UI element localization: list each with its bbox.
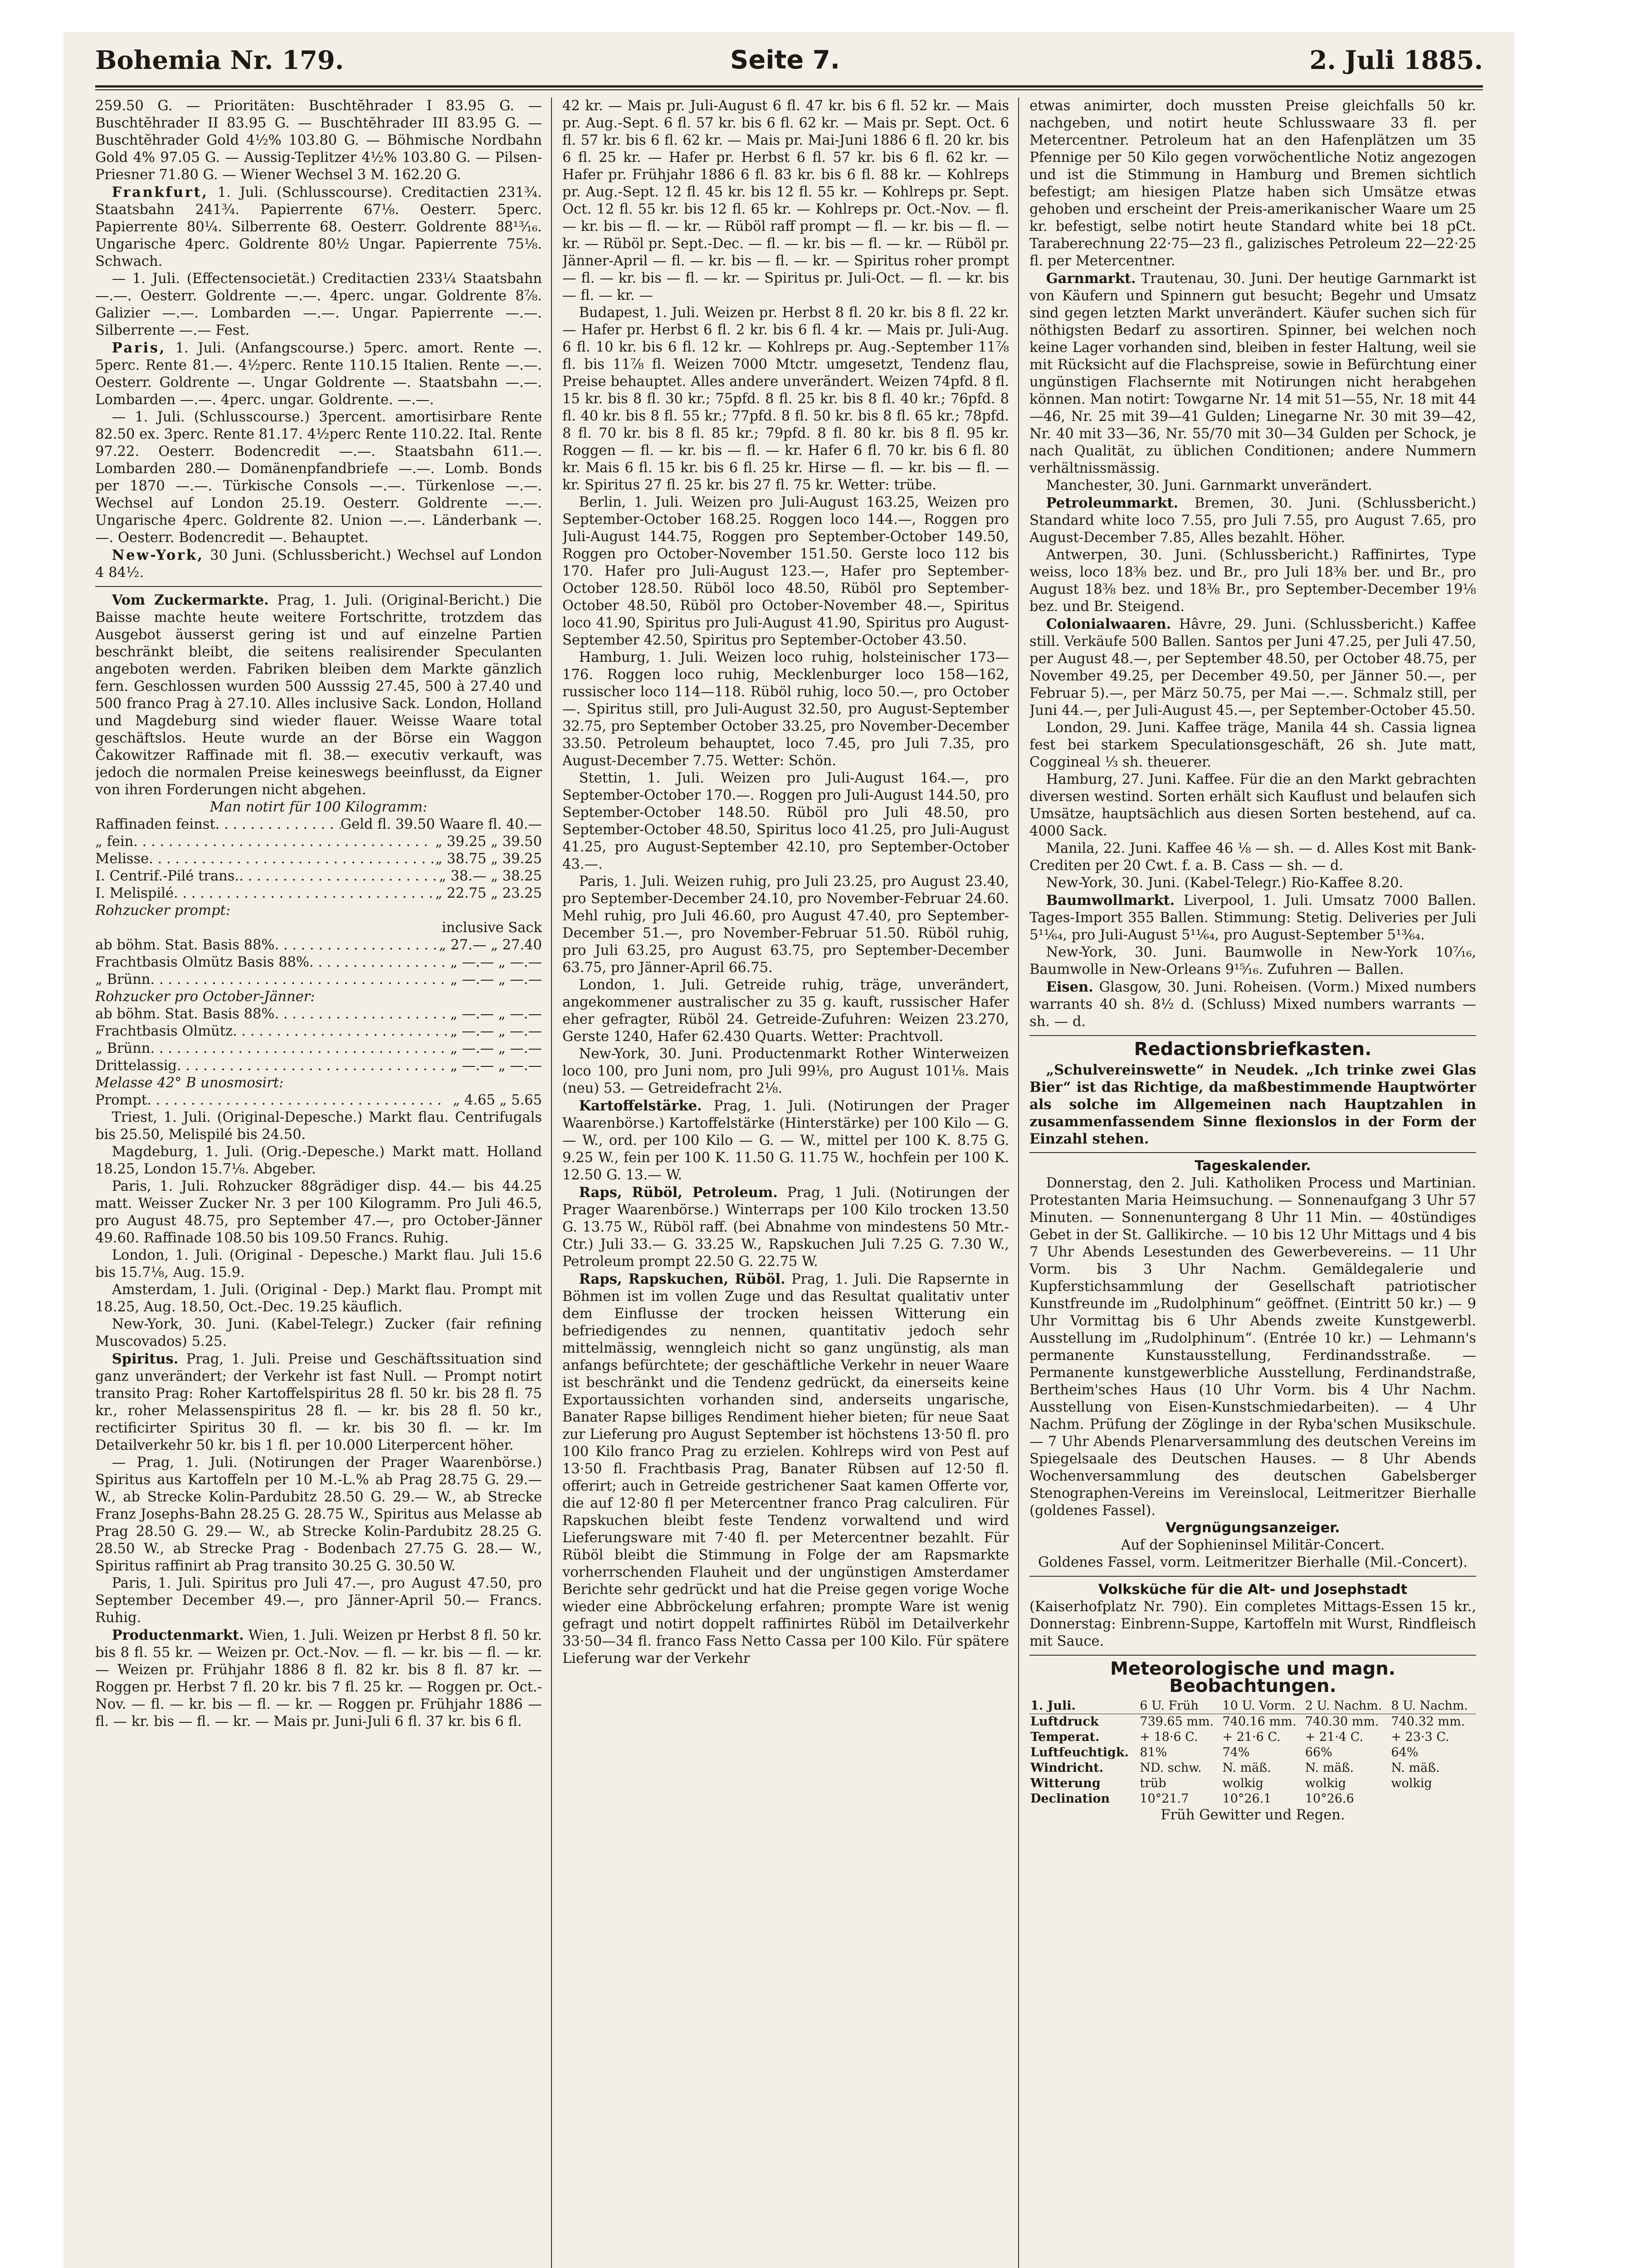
column-3 xyxy=(1029,98,1476,2268)
table-cell: + 21·4 C. xyxy=(1305,1730,1363,1744)
paris-closing: — 1. Juli. (Schlusscourse.) 3percent. amortisirbare Rente 82.50 ex. 3perc. Rente 81.17. 4½perc Rente 110.22. Ital. Rente 97.22. Oesterr. Bodencredit —.—. Staatsbahn 611.—. Lombarden 280.— Domänenpfandbriefe —.—. Lomb. Bonds per 1870 —.—. Türkische Consols —.—. Türkenlose —.—. Wechsel auf London 25.19. Oesterr. Goldrente —.—. Ungarische 4perc. Goldrente 82. Union —.—. Länderbank —.—. Oesterr. Bodencredit —. Behauptet. xyxy=(95,409,542,546)
budapest-report: Budapest, 1. Juli. Weizen pr. Herbst 8 fl. 20 kr. bis 8 fl. 22 kr. — Hafer pr. Herbst 6 fl. 2 kr. bis 6 fl. 4 kr. — Mais pr. Juli-Aug. 6 fl. 10 kr. bis 6 fl. 12 kr. — Kohlreps pr. Aug.-September 11⅞ fl. bis 11⅞ fl. Weizen 7000 Mtctr. umgesetzt, Tendenz flau, Preise behauptet. Alles andere unverändert. Weizen 74pfd. 8 fl. 15 kr. bis 8 fl. 30 kr.; 75pfd. 8 fl. 25 kr. bis 8 fl. 40 kr.; 76pfd. 8 fl. 40 kr. bis 8 fl. 55 kr.; 77pfd. 8 fl. 50 kr. bis 8 fl. 65 kr.; 78pfd. 8 fl. 70 kr. bis 8 fl. 85 kr.; 79pfd. 8 fl. 80 kr. bis 8 fl. 95 kr. Roggen — fl. — kr. bis — fl. — kr. Hafer 6 fl. 70 kr. bis 6 fl. 80 kr. Mais 6 fl. 15 kr. bis 6 fl. 25 kr. Hirse — fl. — kr. bis — fl. — kr. Spiritus 27 fl. 25 kr. bis 27 fl. 75 kr. Wetter: trübe. xyxy=(562,305,1009,493)
table-row: Melisse . . . „ 38.75 „ 39.25 xyxy=(95,850,542,868)
manila-report: Manila, 22. Juni. Kaffee 46 ⅛ — sh. — d. Alles Kost mit Bank-Crediten per 20 Cwt. f. a. B. Cass — sh. — d. xyxy=(1029,841,1476,874)
colonial-report: Colonialwaaren. Hâvre, 29. Juni. (Schlussbericht.) Kaffee still. Verkäufe 500 Ballen. Santos per Juni 47.25, per Juli 47.50, per August 48.—, per September 48.50, per October 48.75, per November 49.25, per December 49.50, per Jänner 50.—, per Februar 5).—, per März 50.75, per Mai —.—. Schmalz still, per Juni 44.—, per Juli-August 45.—, per September-October 45.50. xyxy=(1029,616,1476,719)
sugar-table-title: Man notirt für 100 Kilogramm: xyxy=(210,799,428,815)
table-cell: Declination xyxy=(1030,1792,1110,1806)
section-rule xyxy=(1029,1152,1476,1153)
redaction-title: Redactionsbriefkasten. xyxy=(1134,1039,1372,1060)
magdeburg-report: Magdeburg, 1. Juli. (Orig.-Depesche.) Markt matt. Holland 18.25, London 15.7⅛. Abgeber. xyxy=(95,1144,542,1177)
column-2 xyxy=(562,98,1009,2268)
table-cell xyxy=(1390,1791,1476,1807)
table-row: „ Brünn . . . „ —.— „ —.— xyxy=(95,971,542,988)
table-row: ab böhm. Stat. Basis 88% . . . „ —.— „ —.— xyxy=(95,1006,542,1023)
table-cell: N. mäß. xyxy=(1222,1761,1271,1775)
table-cell: Windricht. xyxy=(1030,1761,1104,1775)
table-cell: 10°26.6 xyxy=(1305,1792,1354,1806)
rohzucker-prompt-label: Rohzucker prompt: xyxy=(95,903,231,919)
paris-opening: Paris, 1. Juli. (Anfangscourse.) 5perc. amort. Rente —. 5perc. Rente 81.—. 4½perc. Rente 110.15 Italien. Rente —.—. Oesterr. Goldrente —. Ungar Goldrente —. Staatsbahn —.—. Lombarden —.—. 4perc. ungar. Goldrente. —.—. xyxy=(95,340,542,408)
table-cell: 739.65 mm. xyxy=(1140,1715,1214,1729)
tageskalender-title: Tageskalender. xyxy=(1195,1158,1311,1174)
table-row: Frachtbasis Olmütz . . . „ —.— „ —.— xyxy=(95,1023,542,1040)
table-row: I. Melispilé . . . „ 22.75 „ 23.25 xyxy=(95,885,542,902)
table-row: I. Centrif.-Pilé trans. . . . „ 38.— „ 38.25 xyxy=(95,868,542,885)
inclusive-sack-label: inclusive Sack xyxy=(442,920,542,936)
table-cell: 6 U. Früh xyxy=(1139,1698,1221,1714)
section-rule xyxy=(1029,1576,1476,1577)
table-cell: 10 U. Vorm. xyxy=(1222,1698,1304,1714)
newyork-report: New-York, 30 Juni. (Schlussbericht.) Wechsel auf London 4 84½. xyxy=(95,547,542,581)
section-rule xyxy=(1029,1655,1476,1656)
table-cell: 81% xyxy=(1140,1745,1167,1760)
table-cell: wolkig xyxy=(1222,1776,1263,1790)
sugar-market: Vom Zuckermarkte. Prag, 1. Juli. (Original-Bericht.) Die Baisse machte heute weitere Fortschritte, trotzdem das Ausgebot äusserst gering ist und auf einzelne Partien beschränkt bleibt, die seitens realisirender Speculanten angeboten werden. Fabriken bleiben dem Markte gänzlich fern. Geschlossen wurden 500 Ausssig 27.45, 500 à 27.40 und 500 franco Prag à 27.10. Alles inclusive Sack. London, Holland und Magdeburg sind wieder flauer. Weisse Waare total geschäftslos. Heute wurde an der Börse ein Waggon Čakowitzer Raffinade mit fl. 38.— executiv verkauft, was jedoch die normalen Preise keineswegs beeinflusst, da Eigner von ihren Forderungen nicht abgehen. xyxy=(95,592,542,798)
sugar-table-1 xyxy=(95,816,542,902)
table-row xyxy=(1029,1745,1476,1760)
table-row: Raffinaden feinst . . . Geld fl. 39.50 Waare fl. 40.— xyxy=(95,816,542,833)
table-row xyxy=(1029,1776,1476,1791)
raps-rapskuchen-report: Raps, Rapskuchen, Rüböl. Prag, 1. Juli. Die Rapsernte in Böhmen ist im vollen Zuge und das Resultat qualitativ unter dem Einflusse der trocken heissen Witterung ein befriedigendes zu nennen, quantitativ jedoch sehr mittelmässig, wenngleich nicht so ganz ungünstig, als man anfangs befürchtete; der geschäftliche Verkehr in neuer Waare ist beschränkt und die Tendenz gedrückt, da einerseits keine Exportaussichten vorhanden sind, anderseits ungarische, Banater Rapse billiges Rendiment hieher bieten; für neue Saat zur Lieferung pro August September ist höchstens 13·50 fl. pro 100 Kilo franco Prag zu erzielen. Kohlreps wird von Pest auf 13·50 fl. Frachtbasis Prag, Banater Rübsen auf 12·50 fl. offerirt; auch in Getreide gestrichener Saat kamen Offerte vor, die auf 12·80 fl per Metercentner franco Prag calculiren. Für Rapskuchen bleibt feste Tendenz vorwaltend und wird Lieferungsware mit 7·40 fl. per Metercentner bezahlt. Für Rüböl bleibt die Stimmung in Folge der am Rapsmarkte vorherrschenden Flauheit und der ungünstigen Amsterdamer Berichte sehr gedrückt und hat die Preise gegen vorige Woche wieder eine Abbröckelung erfahren; prompte Ware ist wenig gefragt und notirt doppelt raffinirtes Rüböl im Detailverkehr 33·50—34 fl. franco Fass Netto Cassa per 100 Kilo. Für spätere Lieferung war der Verkehr xyxy=(562,1271,1009,1667)
kartoffelstaerke-report: Kartoffelstärke. Prag, 1. Juli. (Notirungen der Prager Waarenbörse.) Kartoffelstärke (Hinterstärke) per 100 Kilo — G. — W., ord. per 100 Kilo — G. — W., mittel per 100 K. 8.75 G. 9.25 W., fein per 100 K. 11.50 G. 11.75 W., hochfein per 100 K. 12.50 G. 13.— W. xyxy=(562,1098,1009,1183)
table-cell: 74% xyxy=(1222,1745,1250,1760)
vergnuegung-line-2: Goldenes Fassel, vorm. Leitmeritzer Bierhalle (Mil.-Concert). xyxy=(1038,1554,1468,1570)
antwerpen-report: Antwerpen, 30. Juni. (Schlussbericht.) Raffinirtes, Type weiss, loco 18⅜ bez. und Br., pro Juli 18⅜ ber. und Br., pro August 18⅜ bez. und 18⅜ Br., pro September-December 19⅛ bez. und Br. Steigend. xyxy=(1029,547,1476,615)
table-cell: + 18·6 C. xyxy=(1140,1730,1198,1744)
section-rule xyxy=(95,586,542,587)
meteo-title: Meteorologische und magn. Beobachtungen. xyxy=(1110,1658,1395,1696)
table-cell: 2 U. Nachm. xyxy=(1304,1698,1390,1714)
newyork-cotton-report: New-York, 30. Juni. Baumwolle in New-York 10⁷⁄₁₆, Baumwolle in New-Orleans 9¹⁵⁄₁₆. Zufuhren — Ballen. xyxy=(1029,944,1476,978)
spiritus-report: Spiritus. Prag, 1. Juli. Preise und Geschäftssituation sind ganz unverändert; der Verkehr ist fast Null. — Prompt notirt transito Prag: Roher Kartoffelspiritus 28 fl. 50 kr. bis 28 fl. 75 kr., roher Melassenspiritus 28 fl. — kr. bis 28 fl. 50 kr., rectificirter Spiritus 30 fl. — kr. bis 30 fl. — kr. Im Detailverkehr 50 kr. bis 1 fl. per 10.000 Literpercent höher. xyxy=(95,1351,542,1453)
rohzucker-oct-label: Rohzucker pro October-Jänner: xyxy=(95,989,315,1005)
table-cell: 1. Juli. xyxy=(1029,1698,1139,1714)
spiritus-prag-report: — Prag, 1. Juli. (Notirungen der Prager Waarenbörse.) Spiritus aus Kartoffeln per 10 M.-L.% ab Prag 28.75 G. 29.— W., ab Strecke Kolin-Pardubitz 28.50 G. 29.— W., ab Strecke Franz Josephs-Bahn 28.25 G. 28.75 W., Spiritus aus Melasse ab Prag 28.50 G. 29.— W., ab Strecke Kolin-Pardubitz 28.25 G. 28.50 W., ab Strecke Prag - Bodenbach 27.75 G. 28.— W., Spiritus raffinirt ab Prag transito 30.25 G. 30.50 W. xyxy=(95,1455,542,1574)
melasse-label: Melasse 42° B unosmosirt: xyxy=(95,1075,284,1091)
manchester-report: Manchester, 30. Juni. Garnmarkt unverändert. xyxy=(1046,478,1372,494)
berlin-report: Berlin, 1. Juli. Weizen pro Juli-August 163.25, Weizen pro September-October 168.25. Roggen loco 144.—, Roggen pro Juli-August 144.75, Roggen pro September-October 149.50, Roggen pro October-November 151.50. Gerste loco 112 bis 170. Hafer pro Juli-August 123.—, Hafer pro September-October 128.50. Rüböl loco 48.50, Rüböl pro September-October 48.50, Rüböl pro October-November 48.—, Spiritus loco 41.90, Spiritus pro Juli-August 41.90, Spiritus pro August-September 42.50, Spiritus pro September-October 43.50. xyxy=(562,494,1009,648)
paris-grain-report: Paris, 1. Juli. Weizen ruhig, pro Juli 23.25, pro August 23.40, pro September-December 24.10, pro November-Februar 24.60. Mehl ruhig, pro Juli 46.60, pro August 47.40, pro September-December 51.—, pro November-Februar 51.50. Rüböl ruhig, pro Juli 63.25, pro August 63.75, pro September-December 63.75, pro Jänner-April 66.75. xyxy=(562,874,1009,976)
table-cell: wolkig xyxy=(1391,1776,1432,1790)
vienna-priorities: 259.50 G. — Prioritäten: Buschtĕhrader I 83.95 G. — Buschtĕhrader II 83.95 G. — Buschtĕhrader III 83.95 G. — Buschtĕhrader Gold 4½% 103.80 G. — Böhmische Nordbahn Gold 4% 97.05 G. — Aussig-Teplitzer 4½% 103.80 G. — Pilsen-Priesner 71.80 G. — Wiener Wechsel 3 M. 162.20 G. xyxy=(95,98,542,183)
table-cell: 64% xyxy=(1391,1745,1419,1760)
newyork-coffee-report: New-York, 30. Juni. (Kabel-Telegr.) Rio-Kaffee 8.20. xyxy=(1046,875,1404,891)
newspaper-page xyxy=(63,32,1515,2268)
table-cell: Temperat. xyxy=(1030,1730,1100,1744)
sugar-table-3 xyxy=(95,1006,542,1075)
header-publication: Bohemia Nr. 179. xyxy=(95,45,344,75)
table-cell: 740.30 mm. xyxy=(1305,1715,1379,1729)
table-row: Drittelassig . . . „ —.— „ —.— xyxy=(95,1057,542,1075)
vergnuegung-line-1: Auf der Sophieninsel Militär-Concert. xyxy=(1121,1537,1385,1553)
table-row: Frachtbasis Olmütz Basis 88% . . . „ —.— „ —.— xyxy=(95,954,542,971)
table-cell: 10°21.7 xyxy=(1140,1792,1189,1806)
column-divider xyxy=(551,98,552,2268)
table-row: Prompt . . . „ 4.65 „ 5.65 xyxy=(95,1092,542,1109)
table-row xyxy=(1029,1791,1476,1807)
london-colonial-report: London, 29. Juni. Kaffee träge, Manila 44 sh. Cassia lignea fest bei starkem Speculationsgeschäft, 26 sh. Jute matt, Coggineal ⅓ sh. theuerer. xyxy=(1029,720,1476,770)
frankfurt-report: Frankfurt, 1. Juli. (Schlusscourse). Creditactien 231¾. Staatsbahn 241¾. Papierrente 67⅛. Oesterr. 5perc. Papierrente 80¼. Silberrente 68. Oesterr. Goldrente 88¹³⁄₁₆. Ungarische 4perc. Goldrente 80½ Ungar. Papierrente 75⅛. Schwach. xyxy=(95,184,542,269)
newyork-grain-report: New-York, 30. Juni. Productenmarkt Rother Winterweizen loco 100, pro Juni nom, pro Juli 99⅛, pro August 101⅛. Mais (neu) 53. — Getreidefracht 2⅛. xyxy=(562,1046,1009,1096)
column-1 xyxy=(95,98,542,2268)
header-page-number: Seite 7. xyxy=(730,45,840,75)
cotton-report: Baumwollmarkt. Liverpool, 1. Juli. Umsatz 7000 Ballen. Tages-Import 355 Ballen. Stimmung: Stetig. Deliveries per Juli 5¹¹⁄₆₄, pro Juli-August 5¹¹⁄₆₄, pro August-September 5¹³⁄₆₄. xyxy=(1029,892,1476,943)
tageskalender-text: Donnerstag, den 2. Juli. Katholiken Process und Martinian. Protestanten Maria Heimsuchung. — Sonnenaufgang 3 Uhr 57 Minuten. — Sonnenuntergang 8 Uhr 11 Min. — 40stündiges Gebet in der St. Gallikirche. — 10 bis 12 Uhr Mittags und 4 bis 7 Uhr Abends Lesestunden des Gewerbevereins. — 11 Uhr Vorm. bis 3 Uhr Nachm. Gemäldegalerie und Kupferstichsammlung der Gesellschaft patriotischer Kunstfreunde im „Rudolphinum“ geöffnet. (Eintritt 50 kr.) — 9 Uhr Vormittag bis 6 Uhr Abends zweite Kunstgewerbl. Ausstellung im „Rudolphinum“. (Entrée 10 kr.) — Lehmann's permanente Kunstausstellung, Ferdinandsstraße. — Permanente kunstgewerbliche Ausstellung, Ferdinandstraße, Bertheim'sches Haus (10 Uhr Vorm. bis 4 Uhr Nachm. Ausstellung von Eisen-Kunstschmiedarbeiten). — 4 Uhr Nachm. Prüfung der Zöglinge in der Ryba'schen Musikschule. — 7 Uhr Abends Plenarversammlung des deutschen Vereins im Spiegelsaale des Deutschen Hauses. — 8 Uhr Abends Wochenversammlung des deutschen Gabelsberger Stenographen-Vereins im Vereinslocal, Leitmeritzer Bierhalle (goldenes Fassel). xyxy=(1029,1175,1476,1519)
table-cell: + 21·6 C. xyxy=(1222,1730,1281,1744)
london-grain-report: London, 1. Juli. Getreide ruhig, träge, unverändert, angekommener australischer zu 35 g. kauft, russischer Hafer eher gefragter, Rüböl 24. Getreide-Zufuhren: Weizen 23.270, Gerste 1240, Hafer 62.430 Quarts. Wetter: Prachtvoll. xyxy=(562,977,1009,1045)
table-cell: Luftfeuchtigk. xyxy=(1030,1745,1129,1760)
triest-report: Triest, 1. Juli. (Original-Depesche.) Markt flau. Centrifugals bis 25.50, Melispilé bis 24.50. xyxy=(95,1110,542,1143)
table-cell: wolkig xyxy=(1305,1776,1346,1790)
amsterdam-report: Amsterdam, 1. Juli. (Original - Dep.) Markt flau. Prompt mit 18.25, Aug. 18.50, Oct.-Dec. 19.25 käuflich. xyxy=(95,1282,542,1315)
table-cell: N. mäß. xyxy=(1391,1761,1440,1775)
table-row xyxy=(1029,1730,1476,1745)
table-cell: 66% xyxy=(1305,1745,1332,1760)
table-cell: 10°26.1 xyxy=(1222,1792,1272,1806)
table-row xyxy=(1029,1714,1476,1730)
table-row: „ Brünn . . . „ —.— „ —.— xyxy=(95,1040,542,1057)
table-row: ab böhm. Stat. Basis 88% . . . „ 27.— „ 27.40 xyxy=(95,937,542,954)
table-cell: 8 U. Nachm. xyxy=(1390,1698,1476,1714)
table-cell: trüb xyxy=(1140,1776,1166,1790)
rueboel-continued: etwas animirter, doch mussten Preise gleichfalls 50 kr. nachgeben, und notirt heute Schlusswaare 33 fl. per Metercentner. Petroleum hat an den Hafenplätzen um 35 Pfennige per 50 Kilo gegen vorwöchentliche Notiz angezogen und ist die Stimmung in Hamburg und Bremen sichtlich befestigt; am hiesigen Platze haben sich Umsätze etwas gehoben und erscheint der Preis-amerikanischer Waare um 25 kr. befestigt, selbe notirt heute Standard white bei 18 pCt. Taraberechnung 22·75—23 fl., galizisches Petroleum 22—22·25 fl. per Metercentner. xyxy=(1029,98,1476,269)
frankfurt-effecten: — 1. Juli. (Effectensocietät.) Creditactien 233¼ Staatsbahn —.—. Oesterr. Goldrente —.—. 4perc. ungar. Goldrente 8⅞. Galizier —.—. Lombarden —.—. Ungar. Papierrente —.—. Silberrente —.— Fest. xyxy=(95,271,542,338)
newyork-sugar-report: New-York, 30. Juni. (Kabel-Telegr.) Zucker (fair refining Muscovados) 5.25. xyxy=(95,1316,542,1349)
table-cell: 740.32 mm. xyxy=(1391,1715,1465,1729)
petroleum-report: Petroleummarkt. Bremen, 30. Juni. (Schlussbericht.) Standard white loco 7.55, pro Juli 7.55, pro August 7.65, pro August-December 7.85, Alles bezahlt. Höher. xyxy=(1029,495,1476,546)
hamburg-report: Hamburg, 1. Juli. Weizen loco ruhig, holsteinischer 173—176. Roggen loco ruhig, Mecklenburger loco 158—162, russischer loco 114—118. Rüböl ruhig, loco 50.—, pro October —. Spiritus still, pro Juli-August 32.50, pro August-September 32.75, pro September October 33.25, pro November-December 33.50. Petroleum behauptet, loco 7.45, pro Juli 7.35, pro August-December 7.75. Wetter: Schön. xyxy=(562,650,1009,769)
meteo-footnote: Früh Gewitter und Regen. xyxy=(1161,1807,1345,1823)
volkskueche-title: Volksküche für die Alt- und Josephstadt xyxy=(1098,1582,1408,1598)
wien-continued: 42 kr. — Mais pr. Juli-August 6 fl. 47 kr. bis 6 fl. 52 kr. — Mais pr. Aug.-Sept. 6 fl. 57 kr. bis 6 fl. 62 kr. — Mais pr. Sept. Oct. 6 fl. 57 kr. bis 6 fl. 62 kr. — Mais pr. Mai-Juni 1886 6 fl. 20 kr. bis 6 fl. 25 kr. — Hafer pr. Herbst 6 fl. 57 kr. bis 6 fl. 62 kr. — Hafer pr. Frühjahr 1886 6 fl. 83 kr. bis 6 fl. 88 kr. — Kohlreps pr. Aug.-Sept. 12 fl. 45 kr. bis 12 fl. 55 kr. — Kohlreps pr. Sept. Oct. 12 fl. 55 kr. bis 12 fl. 65 kr. — Kohlreps pr. Oct.-Nov. — fl. — kr. bis — fl. — kr. — Rüböl raff prompt — fl. — kr. bis — fl. — kr. — Rüböl pr. Sept.-Dec. — fl. — kr. bis — fl. — kr. — Rüböl pr. Jänner-April — fl. — kr. bis — fl. — kr. — Spiritus roher prompt — fl. — kr. bis — fl. — kr. — Spiritus pr. Juli-Oct. — fl. — kr. bis — fl. — kr. — xyxy=(562,98,1009,303)
column-divider xyxy=(1018,98,1019,2268)
table-row xyxy=(1029,1698,1476,1714)
london-sugar-report: London, 1. Juli. (Original - Depesche.) Markt flau. Juli 15.6 bis 15.7⅛, Aug. 15.9. xyxy=(95,1247,542,1281)
paris-sugar-report: Paris, 1. Juli. Rohzucker 88grädiger disp. 44.— bis 44.25 matt. Weisser Zucker Nr. 3 per 100 Kilogramm. Pro Juli 46.5, pro August 48.75, pro September 47.—, pro October-Jänner 49.60. Raffinade 108.50 bis 109.50 Francs. Ruhig. xyxy=(95,1178,542,1246)
table-row xyxy=(1029,1760,1476,1776)
sugar-table-2 xyxy=(95,937,542,988)
productenmarkt-report: Productenmarkt. Wien, 1. Juli. Weizen pr Herbst 8 fl. 50 kr. bis 8 fl. 55 kr. — Weizen pr. Oct.-Nov. — fl. — kr. bis — fl. — kr. — Weizen pr. Frühjahr 1886 8 fl. 82 kr. bis 8 fl. 87 kr. — Roggen pr. Herbst 7 fl. 20 kr. bis 7 fl. 25 kr. — Roggen pr. Oct.-Nov. — fl. — kr. bis — fl. — kr. — Roggen pr. Frühjahr 1886 — fl. — kr. bis — fl. — kr. — Mais pr. Juni-Juli 6 fl. 37 kr. bis 6 fl. xyxy=(95,1627,542,1730)
meteo-table xyxy=(1029,1698,1476,1807)
table-cell: Witterung xyxy=(1030,1776,1101,1790)
stettin-report: Stettin, 1. Juli. Weizen pro Juli-August 164.—, pro September-October 170.—. Roggen pro Juli-August 144.50, pro September-October 148.50. Rüböl pro Juli 48.50, pro September-October 48.50, Spiritus loco 41.25, pro Juli-August 41.25, pro August-September 42.10, pro September-October 43.—. xyxy=(562,770,1009,872)
hamburg-coffee-report: Hamburg, 27. Juni. Kaffee. Für die an den Markt gebrachten diversen westind. Sorten erhält sich Kauflust und belaufen sich Umsätze, hauptsächlich aus diesen Sorten bestehend, auf ca. 4000 Sack. xyxy=(1029,772,1476,839)
table-cell: ND. schw. xyxy=(1140,1761,1202,1775)
header-date: 2. Juli 1885. xyxy=(1309,45,1483,75)
raps-rueboel-petroleum-report: Raps, Rüböl, Petroleum. Prag, 1 Juli. (Notirungen der Prager Waarenbörse.) Winterraps per 100 Kilo trocken 13.50 G. 13.75 W., Rüböl raff. (bei Abnahme von mindestens 50 Mtr.-Ctr.) Juli 33.— G. 33.25 W., Rapskuchen Juli 7.25 G. 7.30 W., Petroleum prompt 22.50 G. 22.75 W. xyxy=(562,1184,1009,1270)
volkskueche-text: (Kaiserhofplatz Nr. 790). Ein completes Mittags-Essen 15 kr., Donnerstag: Einbrenn-Suppe, Kartoffeln mit Wurst, Rindfleisch mit Sauce. xyxy=(1029,1599,1476,1649)
paris-spiritus-report: Paris, 1. Juli. Spiritus pro Juli 47.—, pro August 47.50, pro September December 49.—, pro Jänner-April 50.— Francs. Ruhig. xyxy=(95,1575,542,1626)
table-row: „ fein . . . „ 39.25 „ 39.50 xyxy=(95,833,542,850)
page-header xyxy=(95,41,1483,84)
header-rule xyxy=(95,85,1483,90)
section-rule xyxy=(1029,1035,1476,1036)
table-cell: 740.16 mm. xyxy=(1222,1715,1297,1729)
vergnuegung-title: Vergnügungsanzeiger. xyxy=(1166,1520,1340,1536)
redaction-text: „Schulvereinswette“ in Neudek. „Ich trinke zwei Glas Bier“ ist das Richtige, da maßbestimmende Hauptwörter als solche im Allgemeinen nach Hauptzahlen in zusammenfassendem Sinne flexionslos in der Form der Einzahl stehen. xyxy=(1029,1062,1476,1147)
table-cell: Luftdruck xyxy=(1030,1715,1099,1729)
garnmarkt-report: Garnmarkt. Trautenau, 30. Juni. Der heutige Garnmarkt ist von Käufern und Spinnern gut besucht; Begehr und Umsatz sind gegen letzten Markt unverändert. Käufer suchen sich für nöthigsten Bedarf zu assortiren. Spinner, bei welchen noch keine Lager vorhanden sind, bleiben in fester Haltung, weil sie mit Rücksicht auf die Flachspreise, sowie in Befürchtung einer ungünstigen Flachsernte mit Notirungen nicht herabgehen können. Man notirt: Towgarne Nr. 14 mit 51—55, Nr. 18 mit 44—46, Nr. 25 mit 39—41 Gulden; Linegarne Nr. 30 mit 39—42, Nr. 40 mit 33—36, Nr. 55/70 mit 30—34 Gulden per Schock, je nach Qualität, zu üblichen Conditionen; andere Nummern verhältnissmässig. xyxy=(1029,270,1476,476)
table-cell: N. mäß. xyxy=(1305,1761,1354,1775)
iron-report: Eisen. Glasgow, 30. Juni. Roheisen. (Vorm.) Mixed numbers warrants 40 sh. 8½ d. (Schluss) Mixed numbers warrants — sh. — d. xyxy=(1029,979,1476,1030)
table-cell: + 23·3 C. xyxy=(1391,1730,1449,1744)
